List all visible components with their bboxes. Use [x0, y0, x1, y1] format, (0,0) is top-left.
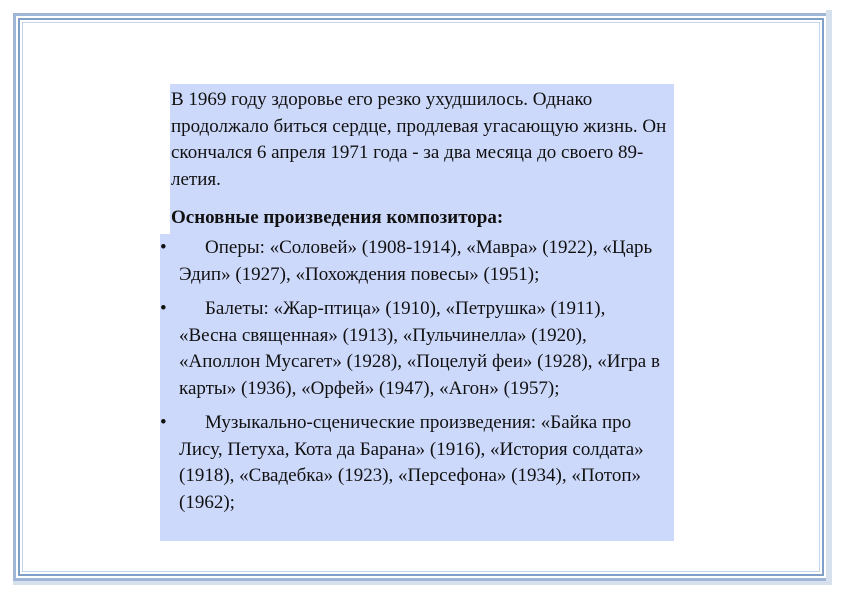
list-item-text: Балеты: «Жар-птица» (1910), «Петрушка» (1911), «Весна священная» (1913), «Пульчинелла» (1920), «Аполлон Мусагет» (1928), «Поцелуй феи» (1928), «Игра в карты» (1936), «Орфей» (1947), «Агон» (1957);	[179, 298, 660, 399]
frame-shadow-right	[826, 10, 832, 581]
frame-shadow-bottom	[13, 581, 832, 585]
bullet-icon: •	[160, 237, 167, 258]
list-item-ballets	[160, 296, 674, 402]
slide-content	[160, 84, 674, 541]
bullet-icon: •	[160, 298, 167, 319]
list-item-text: Оперы: «Соловей» (1908-1914), «Мавра» (1922), «Царь Эдип» (1927), «Похождения повесы» (1951);	[179, 237, 653, 285]
works-heading: Основные произведения композитора:	[171, 207, 504, 228]
works-list	[160, 235, 674, 524]
bullet-icon: •	[160, 412, 167, 433]
biography-paragraph: В 1969 году здоровье его резко ухудшилось. Однако продолжало биться сердце, продлевая угасающую жизнь. Он скончался 6 апреля 1971 года - за два месяца до своего 89-летия.	[171, 89, 667, 190]
list-item-text: Музыкально-сценические произведения: «Байка про Лису, Петуха, Кота да Барана» (1916), «История солдата» (1918), «Свадебка» (1923), «Персефона» (1934), «Потоп» (1962);	[179, 412, 644, 513]
list-item-operas	[160, 235, 674, 288]
list-item-stage-works	[160, 410, 674, 516]
